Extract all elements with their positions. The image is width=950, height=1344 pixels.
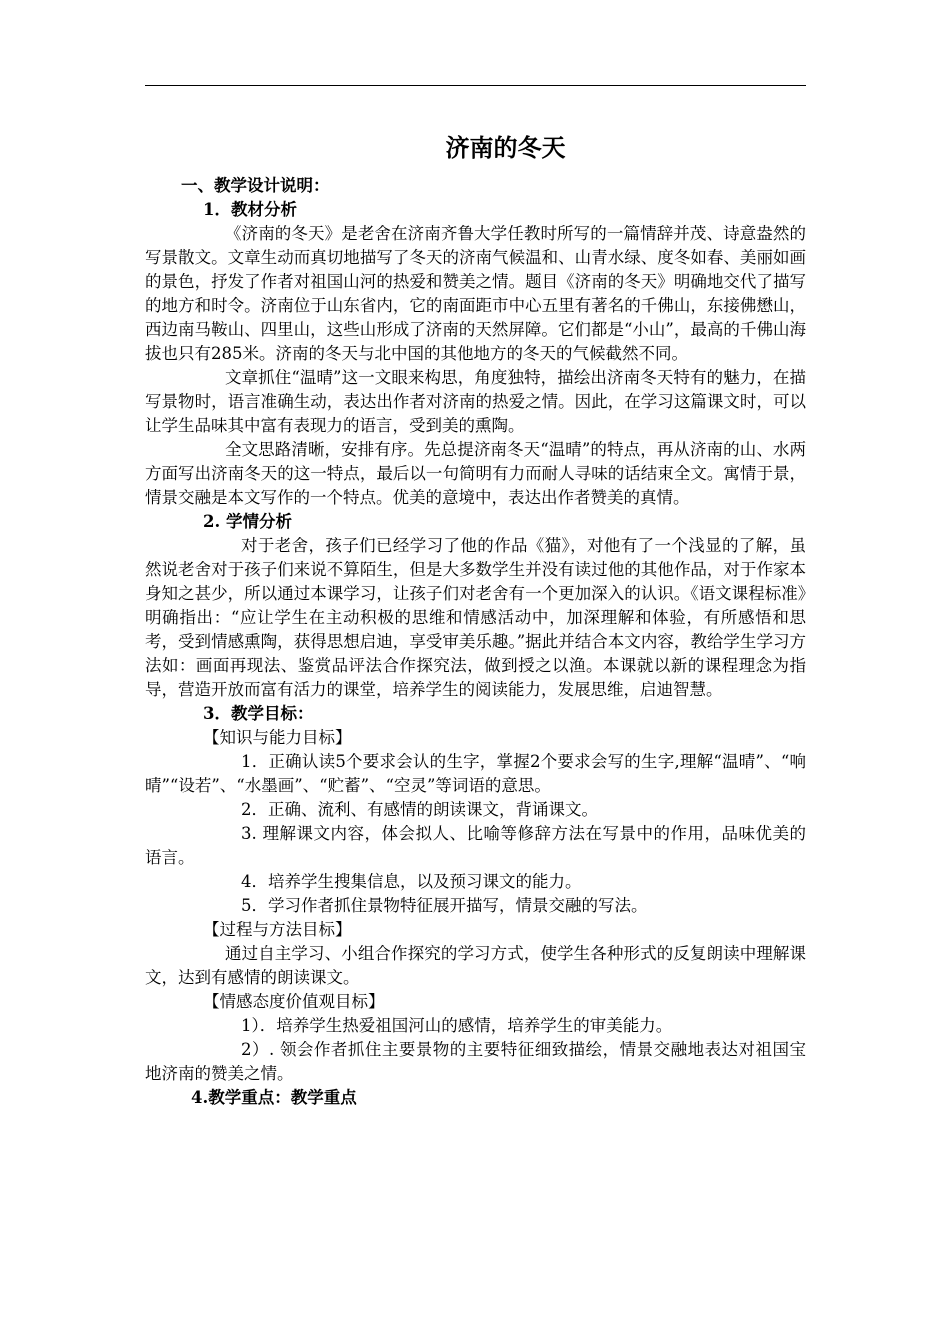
goal-item: 1）．培养学生热爱祖国河山的感情，培养学生的审美能力。 <box>241 1016 673 1035</box>
goal-item: 2．正确、流利、有感情的朗读课文，背诵课文。 <box>241 800 598 819</box>
goal-item: 3. 理解课文内容，体会拟人、比喻等修辞方法在写景中的作用，品味优美的语言。 <box>145 824 806 867</box>
paragraph: 《济南的冬天》是老舍在济南齐鲁大学任教时所写的一篇情辞并茂、诗意盎然的写景散文。文章生动而真切地描写了冬天的济南气候温和、山青水绿、度冬如春、美丽如画的景色，抒发了作者对祖国山河的热爱和赞美之情。题目《济南的冬天》明确地交代了描写的地方和时令。济南位于山东省内，它的南面距市中心五里有著名的千佛山，东接佛懋山，西边南马鞍山、四里山，这些山形成了济南的天然屏障。它们都是“小山”，最高的千佛山海拔也只有285米。济南的冬天与北中国的其他地方的冬天的气候截然不同。 <box>145 224 806 363</box>
goal-item: 5．学习作者抓住景物特征展开描写，情景交融的写法。 <box>241 896 648 915</box>
goal-item: 4．培养学生搜集信息，以及预习课文的能力。 <box>241 872 582 891</box>
subsection-heading: 3．教学目标： <box>203 704 314 723</box>
goal-item: 1．正确认读5个要求会认的生字，掌握2个要求会写的生字,理解“温晴”、“响晴”“设若”、“水墨画”、“贮蓄”、“空灵”等词语的意思。 <box>145 752 806 795</box>
subsection-heading: 1．教材分析 <box>203 200 297 219</box>
paragraph: 通过自主学习、小组合作探究的学习方式，使学生各种形式的反复朗读中理解课文，达到有感情的朗读课文。 <box>145 944 806 987</box>
paragraph: 文章抓住“温晴”这一文眼来构思，角度独特，描绘出济南冬天特有的魅力，在描写景物时，语言准确生动，表达出作者对济南的热爱之情。因此，在学习这篇课文时，可以让学生品味其中富有表现力的语言，受到美的熏陶。 <box>145 368 806 435</box>
document-body <box>145 130 806 1110</box>
paragraph: 全文思路清晰，安排有序。先总提济南冬天“温晴”的特点，再从济南的山、水两方面写出济南冬天的这一特点，最后以一句简明有力而耐人寻味的话结束全文。寓情于景，情景交融是本文写作的一个特点。优美的意境中，表达出作者赞美的真情。 <box>145 440 806 507</box>
paragraph: 对于老舍，孩子们已经学习了他的作品《猫》，对他有了一个浅显的了解，虽然说老舍对于孩子们来说不算陌生，但是大多数学生并没有读过他的其他作品，对于作家本身知之甚少，所以通过本课学习，让孩子们对老舍有一个更加深入的认识。《语文课程标准》明确指出：“应让学生在主动积极的思维和情感活动中，加深理解和体验，有所感悟和思考，受到情感熏陶，获得思想启迪，享受审美乐趣。”据此并结合本文内容，教给学生学习方法如：画面再现法、鉴赏品评法合作探究法，做到授之以渔。本课就以新的课程理念为指导，营造开放而富有活力的课堂，培养学生的阅读能力，发展思维，启迪智慧。 <box>145 536 806 699</box>
subsection-heading: 2. 学情分析 <box>203 512 292 531</box>
goal-category-label: 【知识与能力目标】 <box>203 728 352 747</box>
goal-item: 2）. 领会作者抓住主要景物的主要特征细致描绘，情景交融地表达对祖国宝地济南的赞美之情。 <box>145 1040 806 1083</box>
goal-category-label: 【情感态度价值观目标】 <box>203 992 385 1011</box>
page-title: 济南的冬天 <box>445 133 566 162</box>
header-rule <box>145 85 806 86</box>
section-heading: 一、教学设计说明： <box>181 176 330 195</box>
goal-category-label: 【过程与方法目标】 <box>203 920 352 939</box>
subsection-heading: 4.教学重点：教学重点 <box>191 1088 357 1107</box>
